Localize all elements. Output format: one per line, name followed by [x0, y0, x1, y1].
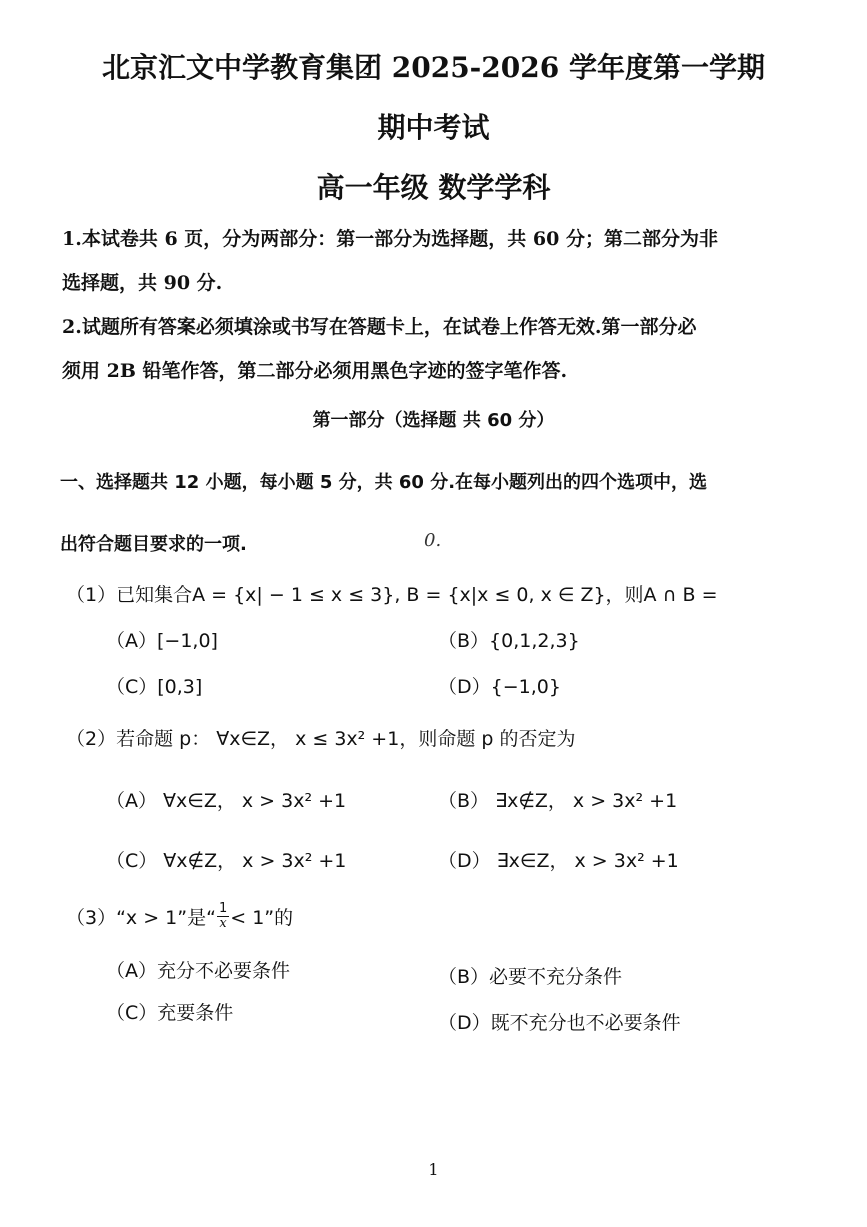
note-1-line-2: 选择题，共 90 分.: [62, 272, 223, 294]
page-number: 1: [428, 1160, 439, 1179]
note-1-line-1: 1.本试卷共 6 页，分为两部分：第一部分为选择题，共 60 分；第二部分为非: [62, 228, 718, 250]
grade-subject: 高一年级 数学学科: [316, 171, 551, 204]
question-1-option-a: （A）[−1,0]: [106, 630, 218, 652]
handwritten-mark: 0.: [424, 530, 442, 551]
question-2-option-b: （B） ∃x∉Z， x > 3x² +1: [438, 790, 678, 812]
fraction-denominator: x: [219, 916, 227, 931]
question-3-option-c: （C）充要条件: [106, 1002, 234, 1024]
question-3-stem: [66, 902, 826, 931]
question-1-option-c: （C）[0,3]: [106, 676, 203, 698]
question-2-option-c: （C） ∀x∉Z， x > 3x² +1: [106, 850, 347, 872]
question-1-option-d: （D）{−1,0}: [438, 676, 561, 698]
question-3-stem-prefix: （3）“x > 1”是“: [66, 907, 216, 929]
exam-title: 北京汇文中学教育集团 2025-2026 学年度第一学期: [102, 51, 765, 84]
question-1-stem: （1）已知集合A = {x| − 1 ≤ x ≤ 3}, B = {x|x ≤ 0, x ∈ Z}，则A ∩ B =: [66, 584, 718, 606]
question-2-option-d: （D） ∃x∈Z， x > 3x² +1: [438, 850, 679, 872]
fraction: [217, 902, 229, 931]
note-2-line-2: 须用 2B 铅笔作答，第二部分必须用黑色字迹的签字笔作答.: [62, 360, 568, 382]
section-instructions-line-2: 出符合题目要求的一项.: [60, 534, 247, 555]
fraction-numerator: 1: [218, 901, 228, 916]
section-instructions-line-1: 一、选择题共 12 小题，每小题 5 分，共 60 分.在每小题列出的四个选项中，选: [60, 472, 708, 493]
exam-subtitle: 期中考试: [377, 111, 490, 144]
question-1-option-b: （B）{0,1,2,3}: [438, 630, 580, 652]
question-3-option-d: （D）既不充分也不必要条件: [438, 1012, 681, 1034]
part-1-heading: 第一部分（选择题 共 60 分）: [312, 410, 555, 431]
question-2-stem: （2）若命题 p： ∀x∈Z， x ≤ 3x² +1，则命题 p 的否定为: [66, 728, 576, 750]
question-2-option-a: （A） ∀x∈Z， x > 3x² +1: [106, 790, 347, 812]
question-3-stem-suffix: < 1”的: [230, 907, 294, 929]
question-3-option-b: （B）必要不充分条件: [438, 966, 623, 988]
question-3-option-a: （A）充分不必要条件: [106, 960, 290, 982]
note-2-line-1: 2.试题所有答案必须填涂或书写在答题卡上，在试卷上作答无效.第一部分必: [62, 316, 697, 338]
